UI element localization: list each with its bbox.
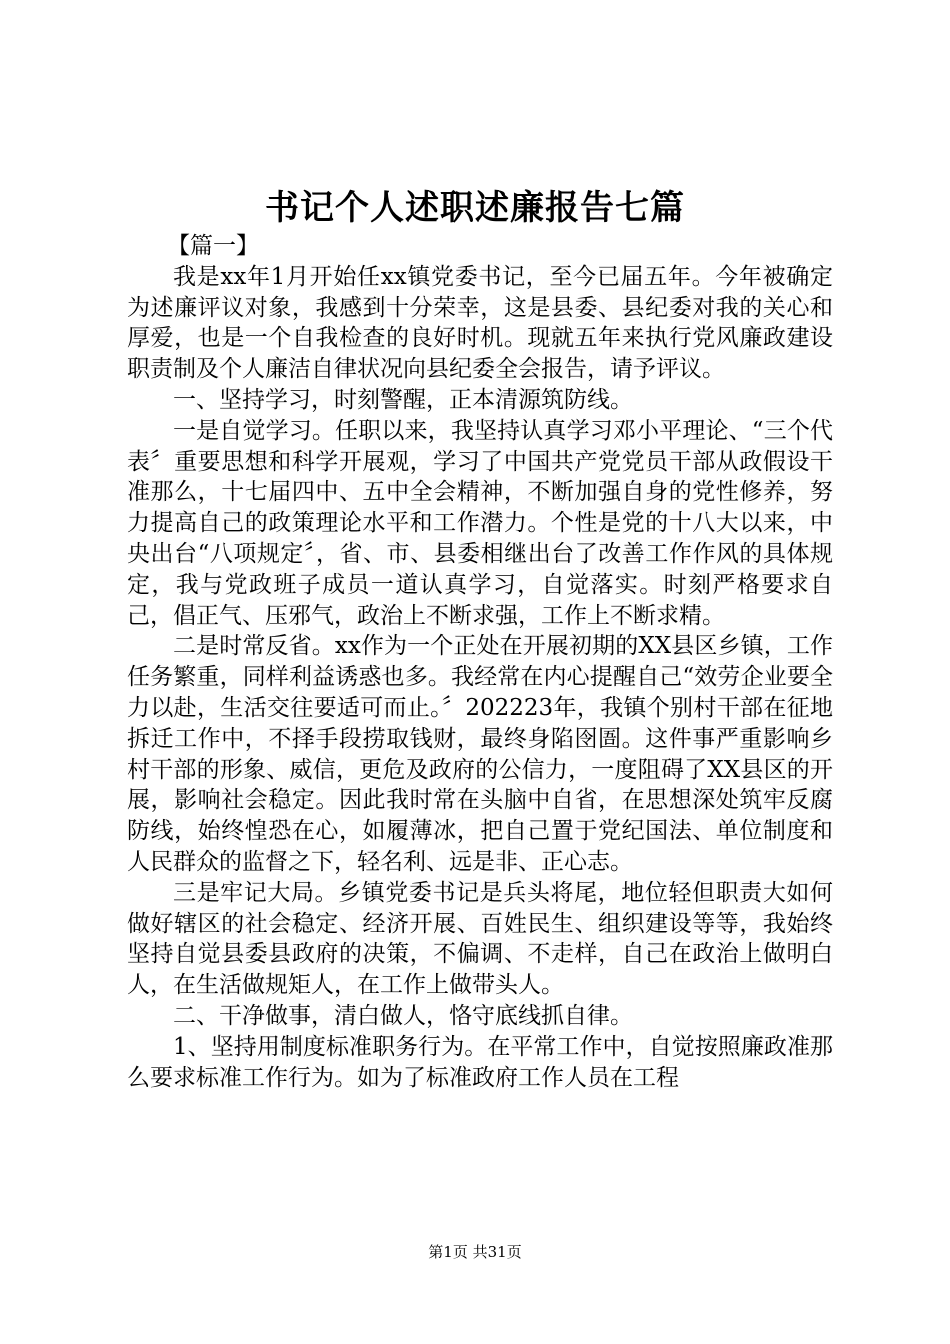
paragraph-big-picture: 三是牢记大局。乡镇党委书记是兵头将尾，地位轻但职责大如何做好辖区的社会稳定、经济开展、百姓民生、组织建设等等，我始终坚持自觉县委县政府的决策，不偏调、不走样，自己在政治上做明白人，在生活做规矩人，在工作上做带头人。 <box>127 879 833 999</box>
document-title: 书记个人述职述廉报告七篇 <box>265 188 685 228</box>
heading-section-two: 二、干净做事，清白做人，恪守底线抓自律。 <box>173 1002 633 1029</box>
paragraph-institutional-standards: 1、坚持用制度标准职务行为。在平常工作中，自觉按照廉政准那么要求标准工作行为。如为了标准政府工作人员在工程 <box>127 1033 833 1091</box>
document-body <box>127 231 833 1093</box>
section-tag: 【篇一】 <box>167 233 259 259</box>
heading-section-one: 一、坚持学习，时刻警醒，正本清源筑防线。 <box>173 386 633 413</box>
paragraph-self-study: 一是自觉学习。任职以来，我坚持认真学习邓小平理论、“三个代表〞重要思想和科学开展观，学习了中国共产党党员干部从政假设干准那么，十七届四中、五中全会精神，不断加强自身的党性修养，努力提高自己的政策理论水平和工作潜力。个性是党的十八大以来，中央出台“八项规定〞，省、市、县委相继出台了改善工作作风的具体规定，我与党政班子成员一道认真学习，自觉落实。时刻严格要求自己，倡正气、压邪气，政治上不断求强，工作上不断求精。 <box>127 417 833 629</box>
page-footer: 第1页 共31页 <box>428 1243 522 1261</box>
paragraph-intro: 我是xx年1月开始任xx镇党委书记，至今已届五年。今年被确定为述廉评议对象，我感到十分荣幸，这是县委、县纪委对我的关心和厚爱，也是一个自我检查的良好时机。现就五年来执行党风廉政建设职责制及个人廉洁自律状况向县纪委全会报告，请予评议。 <box>127 263 833 383</box>
paragraph-self-reflection: 二是时常反省。xx作为一个正处在开展初期的XX县区乡镇，工作任务繁重，同样利益诱惑也多。我经常在内心提醒自己“效劳企业要全力以赴，生活交往要适可而止。〞202223年，我镇个别村干部在征地拆迁工作中，不择手段捞取钱财，最终身陷囹圄。这件事严重影响乡村干部的形象、威信，更危及政府的公信力，一度阻碍了XX县区的开展，影响社会稳定。因此我时常在头脑中自省，在思想深处筑牢反腐防线，始终惶恐在心，如履薄冰，把自己置于党纪国法、单位制度和人民群众的监督之下，轻名利、远是非、正心志。 <box>127 633 833 875</box>
